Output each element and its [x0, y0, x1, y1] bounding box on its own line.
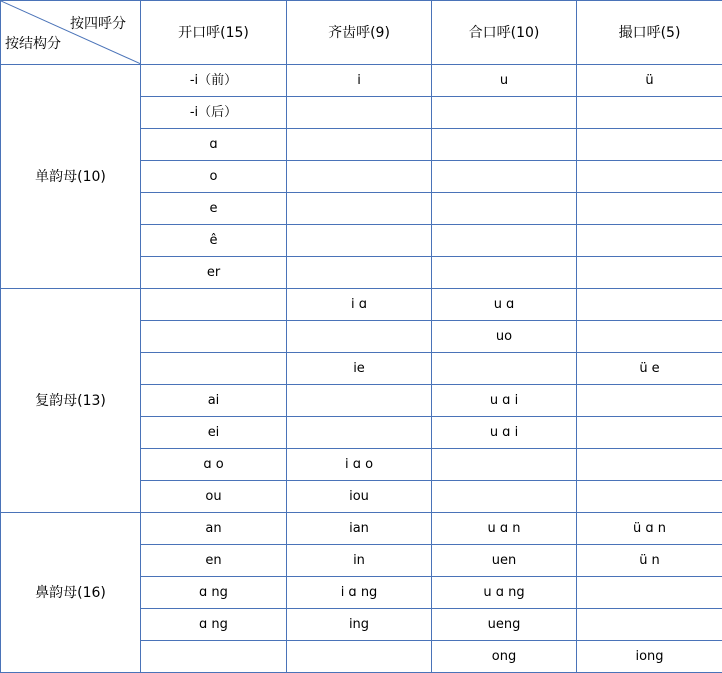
- final-cell: [577, 417, 722, 449]
- final-cell: u ɑ: [432, 289, 577, 321]
- final-cell: u ɑ i: [432, 417, 577, 449]
- final-cell: u: [432, 65, 577, 97]
- final-cell: [577, 609, 722, 641]
- final-cell: [287, 129, 432, 161]
- final-cell: [287, 257, 432, 289]
- final-cell: [287, 385, 432, 417]
- final-cell: [577, 225, 722, 257]
- final-cell: ê: [141, 225, 287, 257]
- final-cell: ɑ ng: [141, 577, 287, 609]
- final-cell: [141, 289, 287, 321]
- final-cell: ü n: [577, 545, 722, 577]
- final-cell: ai: [141, 385, 287, 417]
- final-cell: ü e: [577, 353, 722, 385]
- final-cell: i ɑ ng: [287, 577, 432, 609]
- group-label-cell: 鼻韵母(16): [1, 513, 141, 673]
- final-cell: iong: [577, 641, 722, 673]
- table-row: [1, 513, 722, 545]
- final-cell: [577, 257, 722, 289]
- final-cell: [141, 641, 287, 673]
- final-cell: u ɑ ng: [432, 577, 577, 609]
- final-cell: in: [287, 545, 432, 577]
- final-cell: ong: [432, 641, 577, 673]
- final-cell: [141, 353, 287, 385]
- final-cell: i ɑ: [287, 289, 432, 321]
- final-cell: [287, 193, 432, 225]
- column-header-kaikou: 开口呼(15): [141, 1, 287, 65]
- final-cell: ian: [287, 513, 432, 545]
- final-cell: ɑ: [141, 129, 287, 161]
- final-cell: -i（后）: [141, 97, 287, 129]
- final-cell: uen: [432, 545, 577, 577]
- final-cell: [577, 129, 722, 161]
- table-row: [1, 65, 722, 97]
- final-cell: [577, 97, 722, 129]
- final-cell: [577, 577, 722, 609]
- final-cell: [432, 481, 577, 513]
- group-label-cell: 复韵母(13): [1, 289, 141, 513]
- table-row: [1, 289, 722, 321]
- column-header-hekou: 合口呼(10): [432, 1, 577, 65]
- table-body: [1, 65, 722, 673]
- final-cell: u ɑ i: [432, 385, 577, 417]
- final-cell: ueng: [432, 609, 577, 641]
- final-cell: e: [141, 193, 287, 225]
- final-cell: iou: [287, 481, 432, 513]
- final-cell: [432, 129, 577, 161]
- final-cell: uo: [432, 321, 577, 353]
- corner-top-label: 按四呼分: [70, 16, 126, 32]
- final-cell: [432, 353, 577, 385]
- final-cell: [577, 385, 722, 417]
- final-cell: [577, 481, 722, 513]
- final-cell: en: [141, 545, 287, 577]
- final-cell: ɑ ng: [141, 609, 287, 641]
- final-cell: ü ɑ n: [577, 513, 722, 545]
- corner-bottom-label: 按结构分: [5, 36, 61, 52]
- final-cell: an: [141, 513, 287, 545]
- final-cell: [141, 321, 287, 353]
- final-cell: [432, 97, 577, 129]
- final-cell: [577, 161, 722, 193]
- final-cell: [287, 321, 432, 353]
- final-cell: [577, 449, 722, 481]
- final-cell: ing: [287, 609, 432, 641]
- corner-header-cell: [1, 1, 141, 65]
- final-cell: [577, 289, 722, 321]
- final-cell: i ɑ o: [287, 449, 432, 481]
- group-label-cell: 单韵母(10): [1, 65, 141, 289]
- final-cell: ie: [287, 353, 432, 385]
- final-cell: ɑ o: [141, 449, 287, 481]
- final-cell: -i（前）: [141, 65, 287, 97]
- final-cell: o: [141, 161, 287, 193]
- final-cell: [577, 193, 722, 225]
- final-cell: [287, 225, 432, 257]
- final-cell: ü: [577, 65, 722, 97]
- header-row: [1, 1, 722, 65]
- final-cell: ou: [141, 481, 287, 513]
- column-header-cuokou: 撮口呼(5): [577, 1, 722, 65]
- final-cell: u ɑ n: [432, 513, 577, 545]
- final-cell: [287, 97, 432, 129]
- final-cell: [287, 641, 432, 673]
- final-cell: er: [141, 257, 287, 289]
- final-cell: i: [287, 65, 432, 97]
- final-cell: [432, 449, 577, 481]
- final-cell: [432, 257, 577, 289]
- final-cell: [432, 161, 577, 193]
- column-header-qichi: 齐齿呼(9): [287, 1, 432, 65]
- final-cell: [432, 225, 577, 257]
- final-cell: [287, 417, 432, 449]
- final-cell: [432, 193, 577, 225]
- final-cell: ei: [141, 417, 287, 449]
- final-cell: [577, 321, 722, 353]
- final-cell: [287, 161, 432, 193]
- diagonal-divider: [1, 1, 141, 64]
